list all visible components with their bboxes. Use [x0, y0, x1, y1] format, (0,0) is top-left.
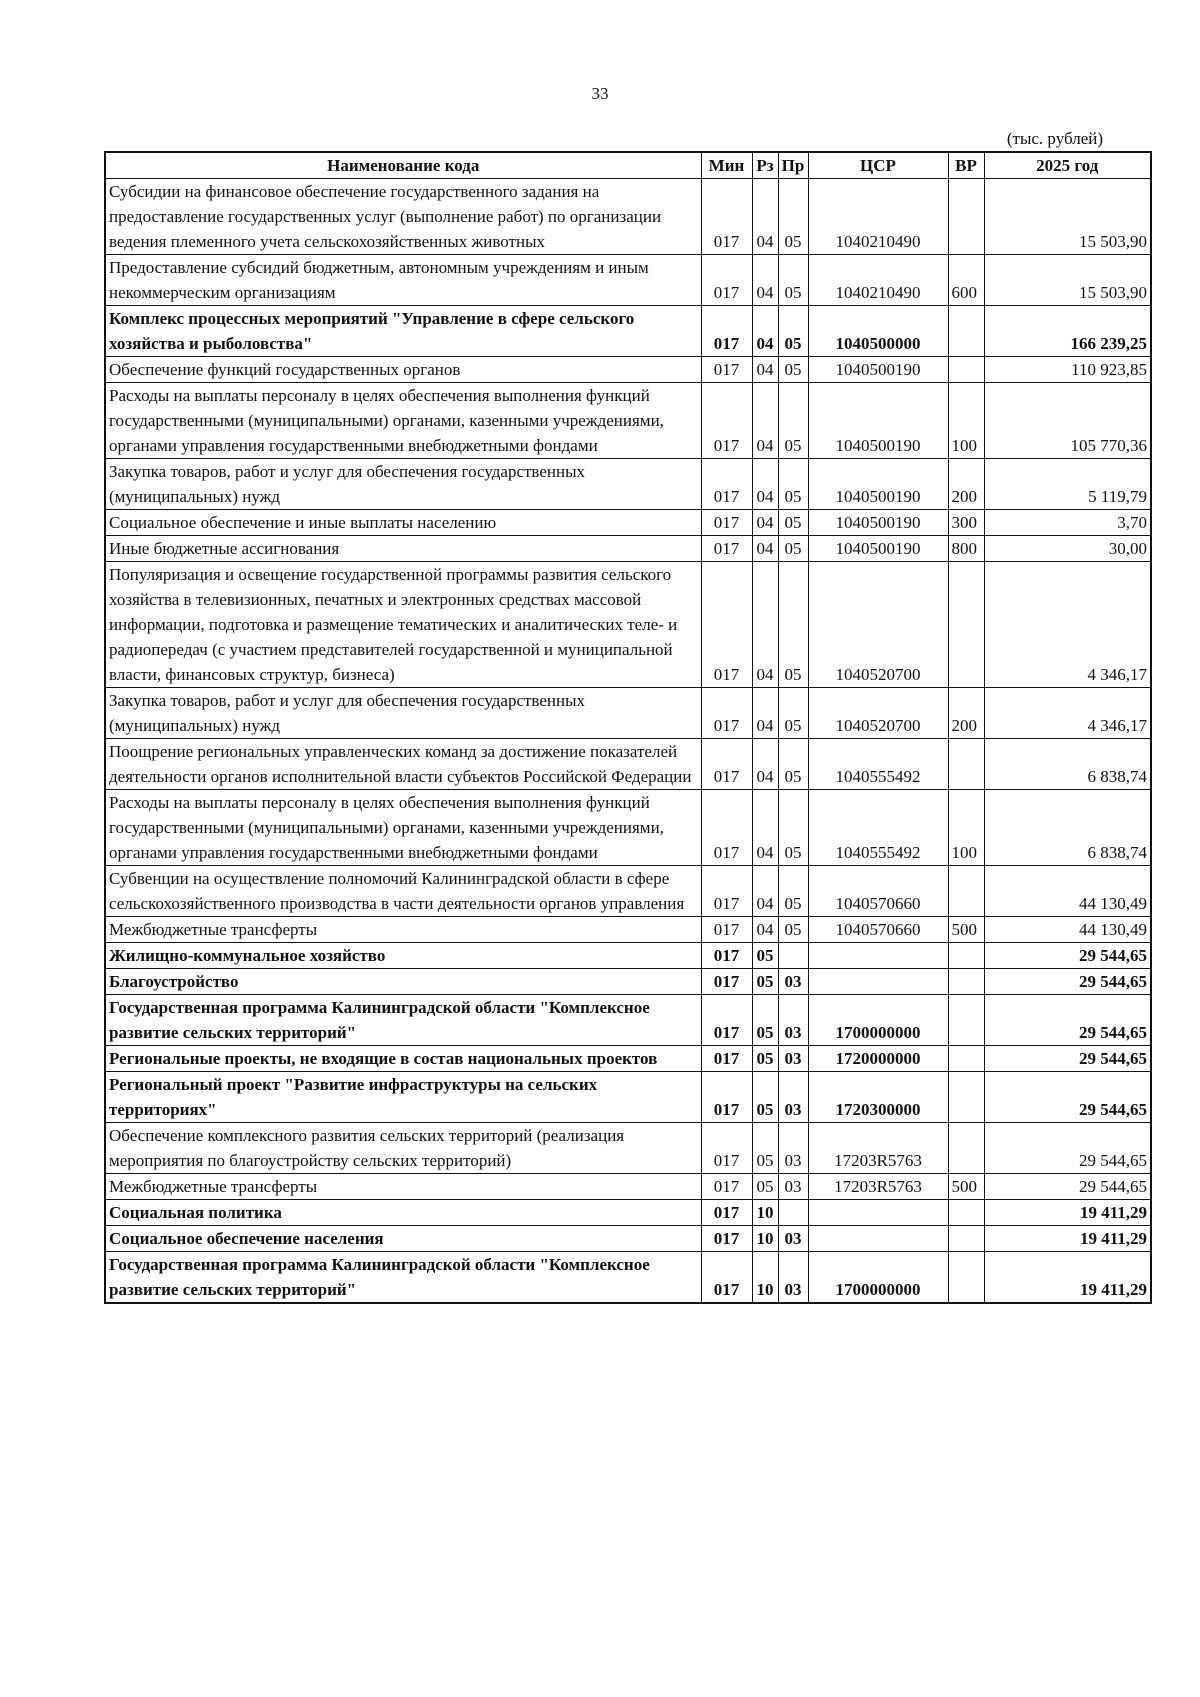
row-pr: 03 — [778, 1174, 808, 1200]
table-row — [105, 739, 1151, 790]
table-row — [105, 917, 1151, 943]
row-min: 017 — [701, 995, 752, 1046]
page-number: 33 — [591, 84, 609, 103]
table-row — [105, 790, 1151, 866]
row-rz: 04 — [752, 179, 778, 255]
table-row — [105, 562, 1151, 688]
table-row — [105, 510, 1151, 536]
row-rz: 05 — [752, 1046, 778, 1072]
row-csr: 1040570660 — [808, 866, 948, 917]
row-name: Межбюджетные трансферты — [105, 917, 701, 943]
row-amount: 6 838,74 — [984, 739, 1151, 790]
row-pr: 05 — [778, 917, 808, 943]
row-name: Комплекс процессных мероприятий "Управление в сфере сельского хозяйства и рыболовства" — [105, 306, 701, 357]
row-name: Популяризация и освещение государственной программы развития сельского хозяйства в телевизионных, печатных и электронных средствах массовой информации, подготовка и размещение тематических и аналитических теле- и радиопередач (с участием представителей государственной и муниципальной власти, финансовых структур, бизнеса) — [105, 562, 701, 688]
table-row — [105, 357, 1151, 383]
row-vr: 100 — [948, 383, 984, 459]
row-name: Субвенции на осуществление полномочий Калининградской области в сфере сельскохозяйственного производства в части деятельности органов управления — [105, 866, 701, 917]
row-rz: 04 — [752, 739, 778, 790]
row-pr: 03 — [778, 1123, 808, 1174]
row-rz: 04 — [752, 562, 778, 688]
row-pr — [778, 1200, 808, 1226]
row-name: Социальное обеспечение населения — [105, 1226, 701, 1252]
row-pr: 05 — [778, 688, 808, 739]
row-pr: 03 — [778, 1046, 808, 1072]
row-pr: 05 — [778, 306, 808, 357]
units-label: (тыс. рублей) — [1006, 129, 1103, 148]
row-csr: 1040210490 — [808, 179, 948, 255]
row-vr — [948, 995, 984, 1046]
row-rz: 04 — [752, 866, 778, 917]
row-name: Обеспечение функций государственных органов — [105, 357, 701, 383]
row-csr — [808, 969, 948, 995]
row-csr: 1040570660 — [808, 917, 948, 943]
row-name: Предоставление субсидий бюджетным, автономным учреждениям и иным некоммерческим организациям — [105, 255, 701, 306]
header-year: 2025 год — [984, 152, 1151, 179]
table-row — [105, 255, 1151, 306]
row-min: 017 — [701, 943, 752, 969]
row-pr: 03 — [778, 1252, 808, 1304]
row-rz: 04 — [752, 459, 778, 510]
row-min: 017 — [701, 255, 752, 306]
row-csr: 1040520700 — [808, 688, 948, 739]
row-rz: 05 — [752, 1072, 778, 1123]
row-min: 017 — [701, 536, 752, 562]
row-name: Поощрение региональных управленческих команд за достижение показателей деятельности органов исполнительной власти субъектов Российской Федерации — [105, 739, 701, 790]
row-vr — [948, 866, 984, 917]
row-vr — [948, 1072, 984, 1123]
row-min: 017 — [701, 1200, 752, 1226]
row-min: 017 — [701, 1123, 752, 1174]
row-min: 017 — [701, 1226, 752, 1252]
row-rz: 05 — [752, 969, 778, 995]
row-csr: 1040500190 — [808, 459, 948, 510]
row-min: 017 — [701, 688, 752, 739]
header-pr: Пр — [778, 152, 808, 179]
row-amount: 29 544,65 — [984, 1072, 1151, 1123]
row-vr: 500 — [948, 917, 984, 943]
table-row — [105, 1252, 1151, 1304]
row-vr: 200 — [948, 688, 984, 739]
row-csr: 17203R5763 — [808, 1123, 948, 1174]
row-amount: 44 130,49 — [984, 866, 1151, 917]
header-rz: Рз — [752, 152, 778, 179]
row-vr: 300 — [948, 510, 984, 536]
row-min: 017 — [701, 459, 752, 510]
table-row — [105, 1072, 1151, 1123]
header-min: Мин — [701, 152, 752, 179]
row-csr: 1040520700 — [808, 562, 948, 688]
row-min: 017 — [701, 357, 752, 383]
row-rz: 04 — [752, 790, 778, 866]
row-vr — [948, 1123, 984, 1174]
row-csr: 1040500190 — [808, 510, 948, 536]
row-amount: 5 119,79 — [984, 459, 1151, 510]
row-rz: 10 — [752, 1252, 778, 1304]
row-amount: 4 346,17 — [984, 562, 1151, 688]
row-rz: 10 — [752, 1226, 778, 1252]
row-min: 017 — [701, 306, 752, 357]
table-row — [105, 536, 1151, 562]
row-rz: 04 — [752, 536, 778, 562]
table-row — [105, 306, 1151, 357]
row-amount: 19 411,29 — [984, 1252, 1151, 1304]
row-name: Жилищно-коммунальное хозяйство — [105, 943, 701, 969]
row-csr — [808, 1226, 948, 1252]
row-pr: 05 — [778, 739, 808, 790]
row-vr — [948, 306, 984, 357]
row-pr: 03 — [778, 1072, 808, 1123]
row-min: 017 — [701, 179, 752, 255]
row-vr — [948, 739, 984, 790]
row-min: 017 — [701, 1252, 752, 1304]
table-row — [105, 383, 1151, 459]
table-row — [105, 179, 1151, 255]
row-pr: 05 — [778, 510, 808, 536]
row-amount: 29 544,65 — [984, 995, 1151, 1046]
row-min: 017 — [701, 790, 752, 866]
row-amount: 29 544,65 — [984, 1123, 1151, 1174]
row-pr — [778, 943, 808, 969]
row-name: Социальное обеспечение и иные выплаты населению — [105, 510, 701, 536]
table-row — [105, 688, 1151, 739]
table-row — [105, 1174, 1151, 1200]
header-row — [105, 152, 1151, 179]
row-csr: 1720300000 — [808, 1072, 948, 1123]
row-vr — [948, 1200, 984, 1226]
row-rz: 04 — [752, 383, 778, 459]
row-vr — [948, 357, 984, 383]
row-rz: 05 — [752, 1123, 778, 1174]
row-amount: 110 923,85 — [984, 357, 1151, 383]
row-rz: 04 — [752, 917, 778, 943]
row-rz: 05 — [752, 1174, 778, 1200]
row-name: Региональные проекты, не входящие в состав национальных проектов — [105, 1046, 701, 1072]
row-vr: 600 — [948, 255, 984, 306]
row-vr — [948, 943, 984, 969]
row-pr: 05 — [778, 459, 808, 510]
row-name: Социальная политика — [105, 1200, 701, 1226]
row-csr: 1040500190 — [808, 383, 948, 459]
row-name: Субсидии на финансовое обеспечение государственного задания на предоставление государственных услуг (выполнение работ) по организации ведения племенного учета сельскохозяйственных животных — [105, 179, 701, 255]
header-name: Наименование кода — [105, 152, 701, 179]
row-rz: 04 — [752, 306, 778, 357]
row-csr: 17203R5763 — [808, 1174, 948, 1200]
row-name: Закупка товаров, работ и услуг для обеспечения государственных (муниципальных) нужд — [105, 688, 701, 739]
row-rz: 04 — [752, 510, 778, 536]
row-vr — [948, 969, 984, 995]
row-name: Расходы на выплаты персоналу в целях обеспечения выполнения функций государственными (муниципальными) органами, казенными учреждениями, органами управления государственными внебюджетными фондами — [105, 383, 701, 459]
row-rz: 04 — [752, 255, 778, 306]
row-amount: 15 503,90 — [984, 255, 1151, 306]
row-csr: 1040500190 — [808, 536, 948, 562]
row-name: Обеспечение комплексного развития сельских территорий (реализация мероприятия по благоустройству сельских территорий) — [105, 1123, 701, 1174]
row-name: Межбюджетные трансферты — [105, 1174, 701, 1200]
row-amount: 29 544,65 — [984, 969, 1151, 995]
table-row — [105, 1226, 1151, 1252]
row-csr — [808, 1200, 948, 1226]
row-csr: 1720000000 — [808, 1046, 948, 1072]
row-min: 017 — [701, 866, 752, 917]
row-min: 017 — [701, 510, 752, 536]
row-vr: 200 — [948, 459, 984, 510]
row-csr — [808, 943, 948, 969]
row-amount: 44 130,49 — [984, 917, 1151, 943]
row-vr: 500 — [948, 1174, 984, 1200]
row-pr: 03 — [778, 1226, 808, 1252]
row-pr: 03 — [778, 995, 808, 1046]
row-min: 017 — [701, 739, 752, 790]
row-pr: 05 — [778, 790, 808, 866]
row-csr: 1040500190 — [808, 357, 948, 383]
row-pr: 03 — [778, 969, 808, 995]
row-csr: 1040555492 — [808, 790, 948, 866]
row-csr: 1040210490 — [808, 255, 948, 306]
row-amount: 29 544,65 — [984, 1174, 1151, 1200]
row-amount: 19 411,29 — [984, 1226, 1151, 1252]
row-amount: 30,00 — [984, 536, 1151, 562]
row-pr: 05 — [778, 179, 808, 255]
row-vr — [948, 1226, 984, 1252]
table-row — [105, 943, 1151, 969]
row-name: Региональный проект "Развитие инфраструктуры на сельских территориях" — [105, 1072, 701, 1123]
row-rz: 05 — [752, 995, 778, 1046]
row-vr: 800 — [948, 536, 984, 562]
row-min: 017 — [701, 1072, 752, 1123]
table-row — [105, 1200, 1151, 1226]
row-amount: 166 239,25 — [984, 306, 1151, 357]
row-vr: 100 — [948, 790, 984, 866]
row-min: 017 — [701, 1174, 752, 1200]
row-csr: 1700000000 — [808, 1252, 948, 1304]
row-rz: 05 — [752, 943, 778, 969]
row-rz: 10 — [752, 1200, 778, 1226]
row-min: 017 — [701, 562, 752, 688]
header-csr: ЦСР — [808, 152, 948, 179]
row-amount: 4 346,17 — [984, 688, 1151, 739]
row-min: 017 — [701, 1046, 752, 1072]
table-row — [105, 459, 1151, 510]
row-pr: 05 — [778, 866, 808, 917]
row-name: Благоустройство — [105, 969, 701, 995]
row-vr — [948, 1252, 984, 1304]
row-pr: 05 — [778, 536, 808, 562]
table-row — [105, 995, 1151, 1046]
row-vr — [948, 562, 984, 688]
table-row — [105, 1046, 1151, 1072]
row-min: 017 — [701, 383, 752, 459]
row-rz: 04 — [752, 688, 778, 739]
row-min: 017 — [701, 969, 752, 995]
row-pr: 05 — [778, 562, 808, 688]
row-vr — [948, 179, 984, 255]
row-pr: 05 — [778, 255, 808, 306]
row-amount: 3,70 — [984, 510, 1151, 536]
row-amount: 105 770,36 — [984, 383, 1151, 459]
budget-table — [104, 151, 1152, 1304]
row-csr: 1040500000 — [808, 306, 948, 357]
row-amount: 19 411,29 — [984, 1200, 1151, 1226]
row-amount: 29 544,65 — [984, 1046, 1151, 1072]
table-row — [105, 969, 1151, 995]
row-name: Государственная программа Калининградской области "Комплексное развитие сельских территорий" — [105, 995, 701, 1046]
row-csr: 1700000000 — [808, 995, 948, 1046]
row-pr: 05 — [778, 383, 808, 459]
row-min: 017 — [701, 917, 752, 943]
row-name: Закупка товаров, работ и услуг для обеспечения государственных (муниципальных) нужд — [105, 459, 701, 510]
row-amount: 29 544,65 — [984, 943, 1151, 969]
header-vr: ВР — [948, 152, 984, 179]
table-row — [105, 1123, 1151, 1174]
row-name: Иные бюджетные ассигнования — [105, 536, 701, 562]
row-name: Расходы на выплаты персоналу в целях обеспечения выполнения функций государственными (муниципальными) органами, казенными учреждениями, органами управления государственными внебюджетными фондами — [105, 790, 701, 866]
row-amount: 15 503,90 — [984, 179, 1151, 255]
row-name: Государственная программа Калининградской области "Комплексное развитие сельских территорий" — [105, 1252, 701, 1304]
table-row — [105, 866, 1151, 917]
row-amount: 6 838,74 — [984, 790, 1151, 866]
row-csr: 1040555492 — [808, 739, 948, 790]
row-rz: 04 — [752, 357, 778, 383]
row-pr: 05 — [778, 357, 808, 383]
row-vr — [948, 1046, 984, 1072]
